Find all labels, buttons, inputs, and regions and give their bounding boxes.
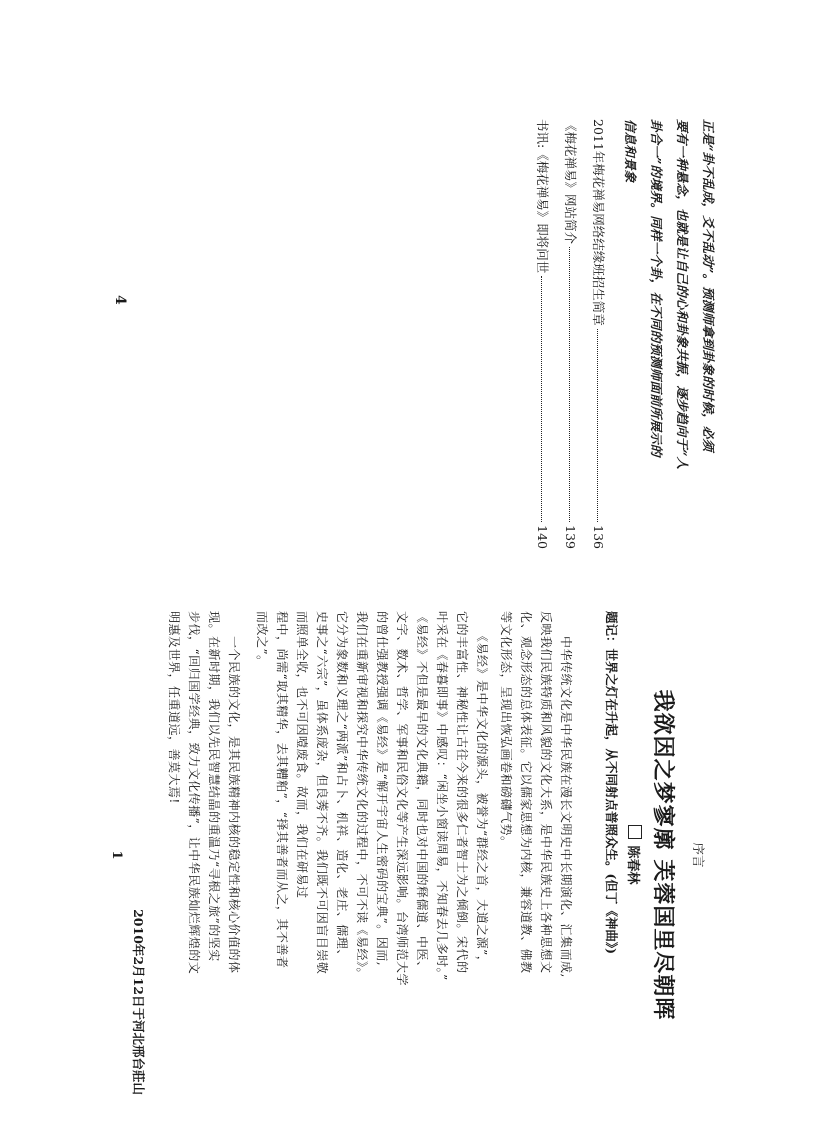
left-page xyxy=(78,95,738,565)
toc-entry-page: 139 xyxy=(563,525,578,549)
body-line: 我们在重新审视和探究中华传统文化的过程中，不可不读《易经》。 xyxy=(355,611,369,981)
toc-leader-dots xyxy=(569,247,570,522)
left-page-number: 4 xyxy=(112,295,128,305)
body-line: 而改之”。 xyxy=(255,611,269,668)
toc-entry[interactable] xyxy=(534,119,552,549)
continuation-line: 信息和景象 xyxy=(623,119,638,183)
toc-entry[interactable] xyxy=(590,119,608,549)
author-line xyxy=(625,605,644,1105)
body-line: 化、观念形态的总体表征。它以儒家思想为内核，兼容道教、佛教 xyxy=(519,611,533,974)
body-line: 明惠及世界，任重道远，善莫大焉! xyxy=(167,611,181,804)
preface-heading: 序言 xyxy=(691,842,706,868)
body-line: 中华传统文化是中华民族在漫长文明史中长期演化、汇集而成, xyxy=(559,611,573,978)
body-line: 文字、数术、哲学、军事和民俗文化等产生深远影响。台湾师范大学 xyxy=(395,611,409,987)
article-title: 我欲因之梦寥廓 芙蓉国里尽朝晖 xyxy=(650,689,676,1021)
toc-entry[interactable] xyxy=(562,119,580,549)
right-page xyxy=(78,605,738,1105)
toc-leader-dots xyxy=(597,329,598,522)
body-line: 程中，尚需“取其精华，去其糟粕”，“择其善者而从之，其不善者 xyxy=(275,611,289,969)
body-line: 现。在新时期，我们以先民智慧结晶的重温乃“寻根之旅”的坚实 xyxy=(207,611,221,962)
toc-entry-page: 140 xyxy=(535,525,550,549)
body-line: 史事之“六宗”，虽体系庞杂，但良莠不齐。我们既不可因盲目崇敬 xyxy=(315,611,329,975)
continuation-line: 正是“卦不乱成，爻不乱动”。预测师拿到卦象的时候，必须 xyxy=(701,119,716,452)
toc-entry-page: 136 xyxy=(591,525,606,549)
body-line: 步伐，“回归国学经典，致力文化传播”，让中华民族灿烂辉煌的文 xyxy=(187,611,201,975)
signature-date: 2010年2月12日于河北邢台莊山 xyxy=(131,909,146,1095)
body-line: 的曾仕强教授强调《易经》是“解开宇宙人生密码的宝典”。因而, xyxy=(375,611,389,967)
author-name: 陈春林 xyxy=(625,845,640,885)
book-spread xyxy=(78,95,738,1105)
body-line: 而照单全收，也不可因噎废食。故而，我们在研易过 xyxy=(295,611,309,899)
right-page-number: 1 xyxy=(109,850,124,860)
toc-entry-label: 书讯:《梅花禅易》即将问世 xyxy=(535,119,550,274)
toc-leader-dots xyxy=(541,276,542,522)
body-line: 它的丰富性、神秘性让古往今来的很多仁者智士为之倾倒。宋代的 xyxy=(455,611,469,974)
toc-entry-label: 《梅花禅易》网站简介 xyxy=(563,119,578,245)
body-line: 它分为象数和义理之“两派”和占卜、机祥、造化、老庄、儒理、 xyxy=(335,611,349,962)
epigraph: 题记：世界之灯在升起，从不同射点普照众生。(但丁《神曲》) xyxy=(604,611,619,955)
body-line: 反映我们民族特质和风貌的文化大系，是中华民族史上各种思想文 xyxy=(539,611,553,974)
square-icon xyxy=(628,825,642,839)
body-line: 叶采在《春暮即事》中感叹：“闲坐小窗读周易，不知春去几多时。” xyxy=(435,611,449,981)
toc-entry-label: 2011年梅花禅易网络结缘班招生简章 xyxy=(591,119,606,326)
body-line: 《易经》是中华文化的源头，被誉为“群经之首，大道之源”， xyxy=(475,611,489,969)
body-line: 一个民族的文化，是其民族精神内核的稳定性和核心价值的体 xyxy=(227,611,241,974)
continuation-line: 要有一种悬念，也就是让自己的心和卦象共振，逐步趋向于“人 xyxy=(675,119,690,470)
continuation-line: 卦合一”的境界。同样一个卦，在不同的预测师面前所展示的 xyxy=(649,119,664,457)
body-line: 等文化形态，呈现出恢弘画卷和磅礴气势。 xyxy=(499,611,513,849)
body-line: 《易经》不但是最早的文化典籍，同时也对中国的释儒道、中医、 xyxy=(415,611,429,974)
